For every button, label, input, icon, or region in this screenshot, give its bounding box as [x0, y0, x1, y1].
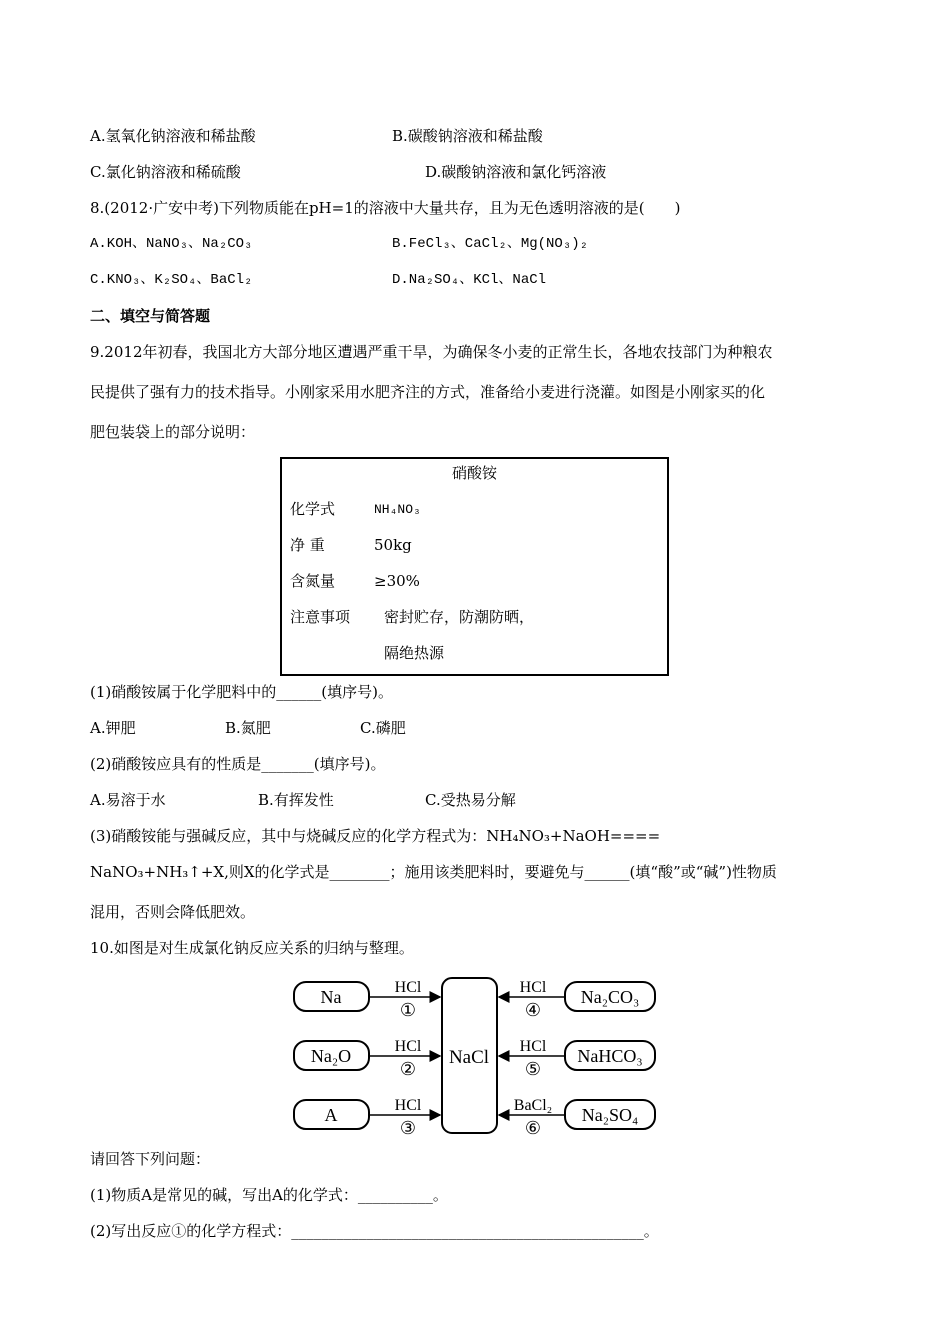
q10-part1: (1)物质A是常见的碱，写出A的化学式：__________。 [90, 1186, 448, 1204]
label-notes-value-2: 隔绝热源 [384, 644, 445, 662]
q9-part1-option-c: C.磷肥 [360, 719, 406, 737]
label-weight-key: 净 重 [290, 536, 325, 554]
right-num-2: ⑤ [524, 1059, 542, 1079]
left-reagent-1: HCl [394, 979, 422, 996]
left-num-2: ② [399, 1059, 417, 1079]
q9-part2-option-c: C.受热易分解 [425, 791, 516, 809]
q9-part2-option-b: B.有挥发性 [258, 791, 334, 809]
q10-prompt: 请回答下列问题： [90, 1150, 211, 1168]
left-reagent-3: HCl [394, 1097, 422, 1114]
q8-option-c: C.KNO₃、K₂SO₄、BaCl₂ [90, 272, 253, 288]
right-num-3: ⑥ [524, 1118, 542, 1138]
right-label-1: Na₂CO₃ [580, 987, 640, 1007]
right-reagent-1: HCl [519, 979, 547, 996]
q10-part2: (2)写出反应①的化学方程式：_______________________________________________。 [90, 1222, 659, 1240]
q7-option-d: D.碳酸钠溶液和氯化钙溶液 [425, 163, 607, 181]
left-label-2: Na₂O [310, 1046, 352, 1066]
q9-part1-option-a: A.钾肥 [90, 719, 136, 737]
label-formula-key: 化学式 [290, 500, 336, 518]
label-notes-value-1: 密封贮存，防潮防晒， [384, 608, 535, 626]
q9-stem-line1: 9.2012年初春，我国北方大部分地区遭遇严重干旱，为确保冬小麦的正常生长，各地农技部门为种粮农 [90, 343, 773, 361]
q8-stem: 8.(2012·广安中考)下列物质能在pH=1的溶液中大量共存，且为无色透明溶液的是( ) [90, 199, 681, 217]
q7-option-b: B.碳酸钠溶液和稀盐酸 [392, 127, 543, 145]
q7-option-a: A.氢氧化钠溶液和稀盐酸 [90, 127, 256, 145]
q9-stem-line2: 民提供了强有力的技术指导。小刚家采用水肥齐注的方式，准备给小麦进行浇灌。如图是小刚家买的化 [90, 383, 766, 401]
q10-stem: 10.如图是对生成氯化钠反应关系的归纳与整理。 [90, 939, 414, 957]
label-title: 硝酸铵 [452, 464, 498, 482]
label-nitrogen-key: 含氮量 [290, 572, 336, 590]
left-num-3: ③ [399, 1118, 417, 1138]
q9-stem-line3: 肥包装袋上的部分说明： [90, 423, 256, 441]
q7-option-c: C.氯化钠溶液和稀硫酸 [90, 163, 241, 181]
right-reagent-3: BaCl₂ [513, 1097, 553, 1114]
q8-option-a: A.KOH、NaNO₃、Na₂CO₃ [90, 236, 253, 252]
right-label-3: Na₂SO₄ [581, 1105, 639, 1125]
left-num-1: ① [399, 1000, 417, 1020]
right-num-1: ④ [524, 1000, 542, 1020]
left-label-1: Na [320, 987, 342, 1007]
fertilizer-label [280, 457, 669, 676]
q8-option-b: B.FeCl₃、CaCl₂、Mg(NO₃)₂ [392, 236, 589, 252]
q9-part1-option-b: B.氮肥 [225, 719, 271, 737]
q9-part2-option-a: A.易溶于水 [90, 791, 166, 809]
section-title: 二、填空与简答题 [90, 307, 211, 325]
q9-part3-line3: 混用，否则会降低肥效。 [90, 903, 256, 921]
q9-part1: (1)硝酸铵属于化学肥料中的______(填序号)。 [90, 683, 393, 701]
label-nitrogen-value: ≥30% [374, 572, 420, 590]
label-notes-key: 注意事项 [290, 608, 351, 626]
right-reagent-2: HCl [519, 1038, 547, 1055]
center-label: NaCl [448, 1047, 490, 1068]
q9-part3-line2: NaNO₃+NH₃↑+X,则X的化学式是________；施用该类肥料时，要避免与______(填“酸”或“碱”)性物质 [90, 863, 777, 881]
left-reagent-2: HCl [394, 1038, 422, 1055]
q9-part3-line1: (3)硝酸铵能与强碱反应，其中与烧碱反应的化学方程式为：NH₄NO₃+NaOH==== [90, 827, 661, 845]
label-formula-value: NH₄NO₃ [374, 502, 421, 517]
label-weight-value: 50kg [374, 536, 412, 554]
right-label-2: NaHCO₃ [577, 1046, 643, 1066]
nacl-reaction-diagram [290, 975, 660, 1140]
left-label-3: A [324, 1105, 338, 1125]
q8-option-d: D.Na₂SO₄、KCl、NaCl [392, 272, 547, 288]
q9-part2: (2)硝酸铵应具有的性质是_______(填序号)。 [90, 755, 386, 773]
